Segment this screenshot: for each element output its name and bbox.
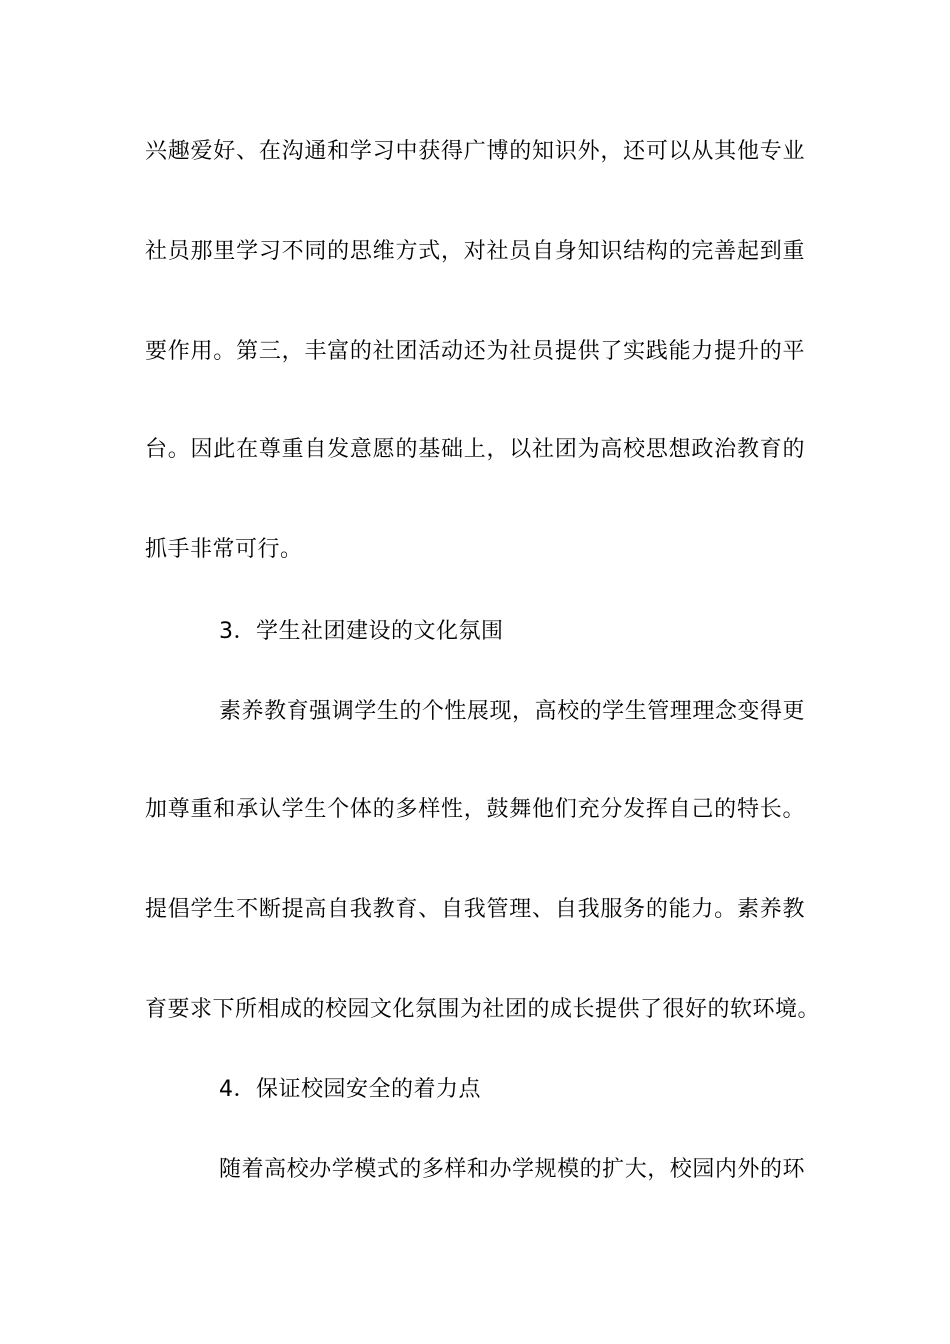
- section-heading-4: 4．保证校园安全的着力点: [219, 1077, 481, 1102]
- paragraph-line-1: 兴趣爱好、在沟通和学习中获得广博的知识外，还可以从其他专业: [145, 139, 805, 164]
- paragraph-line-7: 加尊重和承认学生个体的多样性，鼓舞他们充分发挥自己的特长。: [145, 797, 805, 822]
- paragraph-line-8: 提倡学生不断提高自我教育、自我管理、自我服务的能力。素养教: [145, 897, 805, 922]
- paragraph-line-10: 随着高校办学模式的多样和办学规模的扩大，校园内外的环: [219, 1157, 805, 1182]
- paragraph-line-6: 素养教育强调学生的个性展现，高校的学生管理理念变得更: [219, 699, 805, 724]
- section-heading-3: 3．学生社团建设的文化氛围: [219, 619, 504, 644]
- paragraph-line-4: 台。因此在尊重自发意愿的基础上，以社团为高校思想政治教育的: [145, 437, 805, 462]
- paragraph-line-2: 社员那里学习不同的思维方式，对社员自身知识结构的完善起到重: [145, 239, 805, 264]
- paragraph-line-3: 要作用。第三，丰富的社团活动还为社员提供了实践能力提升的平: [145, 339, 805, 364]
- paragraph-line-9: 育要求下所相成的校园文化氛围为社团的成长提供了很好的软环境。: [145, 997, 821, 1022]
- paragraph-line-5: 抓手非常可行。: [145, 537, 303, 562]
